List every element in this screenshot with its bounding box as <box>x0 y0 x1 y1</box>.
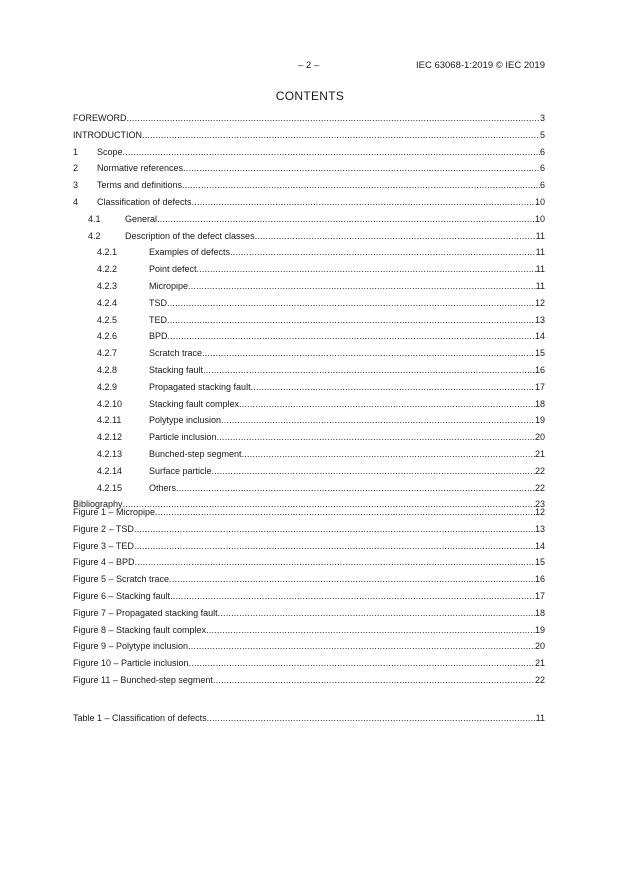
entry-title[interactable]: Figure 11 – Bunched-step segment <box>73 674 213 685</box>
entry-number: 4.2.10 <box>97 398 123 409</box>
entry-number: 4.2.2 <box>97 264 118 275</box>
dot-leader <box>239 399 535 409</box>
entry-page[interactable]: 23 <box>534 499 545 510</box>
entry-title[interactable]: Figure 8 – Stacking fault complex <box>73 624 207 635</box>
entry-page[interactable]: 6 <box>539 163 545 174</box>
dot-leader <box>155 507 535 517</box>
entry-title[interactable]: Figure 10 – Particle inclusion <box>73 658 189 669</box>
entry-title[interactable]: Others <box>149 482 177 493</box>
dot-leader <box>251 382 535 392</box>
entry-page[interactable]: 12 <box>534 507 545 517</box>
entry-page[interactable]: 22 <box>534 674 545 685</box>
entry-title[interactable]: TED <box>149 314 167 325</box>
entry-title[interactable]: Particle inclusion <box>149 432 217 443</box>
dot-leader <box>213 675 535 685</box>
dot-leader <box>207 713 536 723</box>
entry-page[interactable]: 22 <box>534 482 545 493</box>
entry-title[interactable]: Scratch trace <box>149 348 203 359</box>
entry-page[interactable]: 11 <box>535 247 545 258</box>
dot-leader <box>218 608 535 618</box>
toc-entry[interactable] <box>73 315 545 332</box>
dot-leader <box>182 180 540 190</box>
list-of-figures <box>73 507 545 692</box>
entry-page[interactable]: 12 <box>534 297 545 308</box>
entry-title[interactable]: Micropipe <box>149 280 189 291</box>
dot-leader <box>142 130 540 140</box>
dot-leader <box>183 163 540 173</box>
dot-leader <box>176 483 535 493</box>
table-of-contents <box>73 113 545 516</box>
dot-leader <box>212 466 535 476</box>
entry-title[interactable]: Surface particle <box>149 465 212 476</box>
toc-entry[interactable] <box>73 147 545 164</box>
entry-number: 4.2.8 <box>97 364 118 375</box>
entry-title[interactable]: Description of the defect classes <box>125 230 255 241</box>
dot-leader <box>188 281 536 291</box>
toc-entry[interactable] <box>73 658 545 675</box>
toc-entry[interactable] <box>73 298 545 315</box>
entry-page[interactable]: 6 <box>539 180 545 191</box>
entry-title[interactable]: Stacking fault complex <box>149 398 240 409</box>
toc-entry[interactable] <box>73 641 545 658</box>
toc-entry[interactable] <box>73 281 545 298</box>
entry-number: 4.2.3 <box>97 280 118 291</box>
entry-title[interactable]: Figure 3 – TED <box>73 540 134 551</box>
dot-leader <box>197 264 536 274</box>
toc-entry[interactable] <box>73 180 545 197</box>
dot-leader <box>255 231 536 241</box>
entry-page[interactable]: 18 <box>534 398 545 409</box>
toc-entry[interactable] <box>73 113 545 130</box>
entry-title[interactable]: Figure 6 – Stacking fault <box>73 590 171 601</box>
entry-title[interactable]: Bunched-step segment <box>149 448 242 459</box>
entry-number: 3 <box>73 180 79 191</box>
entry-number: 4.2.5 <box>97 314 118 325</box>
entry-title[interactable]: Figure 2 – TSD <box>73 523 134 534</box>
toc-entry[interactable] <box>73 557 545 574</box>
entry-title[interactable]: Point defect <box>149 264 197 275</box>
dot-leader <box>168 331 535 341</box>
entry-number: 1 <box>73 146 79 157</box>
toc-entry[interactable] <box>73 247 545 264</box>
page-number: – 2 – <box>298 60 320 71</box>
dot-leader <box>167 298 535 308</box>
dot-leader <box>217 432 535 442</box>
entry-title[interactable]: Figure 4 – BPD <box>73 557 135 568</box>
entry-number: 4.2.11 <box>97 415 122 426</box>
entry-number: 4 <box>73 196 79 207</box>
entry-title[interactable]: Figure 7 – Propagated stacking fault <box>73 607 218 618</box>
entry-number: 4.2 <box>88 230 101 241</box>
entry-page[interactable]: 11 <box>535 280 545 291</box>
dot-leader <box>127 113 540 123</box>
entry-page[interactable]: 17 <box>534 590 545 601</box>
entry-number: 4.2.9 <box>97 381 118 392</box>
entry-title[interactable]: Figure 5 – Scratch trace <box>73 574 170 585</box>
dot-leader <box>192 197 535 207</box>
entry-number: 4.2.13 <box>97 448 123 459</box>
toc-entry[interactable] <box>73 432 545 449</box>
entry-page[interactable]: 14 <box>534 540 545 551</box>
dot-leader <box>230 247 536 257</box>
entry-title[interactable]: Propagated stacking fault <box>149 381 251 392</box>
toc-entry[interactable] <box>73 365 545 382</box>
entry-title[interactable]: Figure 9 – Polytype inclusion <box>73 641 189 652</box>
toc-entry[interactable] <box>73 348 545 365</box>
entry-page[interactable]: 13 <box>534 314 545 325</box>
entry-page[interactable]: 10 <box>534 213 545 224</box>
toc-entry[interactable] <box>73 713 545 730</box>
entry-page[interactable]: 11 <box>535 713 545 723</box>
toc-entry[interactable] <box>73 524 545 541</box>
entry-page[interactable]: 11 <box>535 264 545 275</box>
entry-page[interactable]: 18 <box>534 607 545 618</box>
entry-number: 4.2.7 <box>97 348 118 359</box>
toc-entry[interactable] <box>73 675 545 692</box>
entry-title[interactable]: Normative references <box>97 163 184 174</box>
standard-identifier: IEC 63068-1:2019 © IEC 2019 <box>415 60 545 71</box>
dot-leader <box>202 348 535 358</box>
entry-page[interactable]: 21 <box>534 658 545 669</box>
entry-page[interactable]: 10 <box>534 196 545 207</box>
dot-leader <box>135 557 535 567</box>
toc-entry[interactable] <box>73 591 545 608</box>
dot-leader <box>188 641 535 651</box>
entry-number: 4.2.12 <box>97 432 123 443</box>
entry-title[interactable]: Bibliography <box>73 499 123 510</box>
entry-page[interactable]: 6 <box>539 146 545 157</box>
entry-page[interactable]: 21 <box>534 448 545 459</box>
dot-leader <box>134 541 535 551</box>
entry-page[interactable]: 22 <box>534 465 545 476</box>
toc-entry[interactable] <box>73 197 545 214</box>
entry-page[interactable]: 14 <box>534 331 545 342</box>
entry-page[interactable]: 3 <box>539 113 545 123</box>
entry-page[interactable]: 19 <box>534 624 545 635</box>
entry-title[interactable]: INTRODUCTION <box>73 129 142 140</box>
entry-title[interactable]: General <box>125 213 158 224</box>
page-title: CONTENTS <box>275 89 345 103</box>
entry-title[interactable]: Scope <box>97 146 123 157</box>
toc-entry[interactable] <box>73 507 545 524</box>
toc-entry[interactable] <box>73 163 545 180</box>
dot-leader <box>221 415 535 425</box>
entry-title[interactable]: Table 1 – Classification of defects <box>73 713 207 723</box>
toc-entry[interactable] <box>73 231 545 248</box>
toc-entry[interactable] <box>73 466 545 483</box>
entry-page[interactable]: 15 <box>534 348 545 359</box>
entry-number: 4.1 <box>88 213 101 224</box>
entry-number: 2 <box>73 163 79 174</box>
entry-title[interactable]: Polytype inclusion <box>149 415 222 426</box>
toc-entry[interactable] <box>73 415 545 432</box>
entry-title[interactable]: BPD <box>149 331 168 342</box>
dot-leader <box>123 147 540 157</box>
entry-number: 4.2.15 <box>97 482 123 493</box>
entry-number: 4.2.6 <box>97 331 118 342</box>
dot-leader <box>167 315 535 325</box>
toc-entry[interactable] <box>73 608 545 625</box>
entry-page[interactable]: 13 <box>534 523 545 534</box>
entry-title[interactable]: Figure 1 – Micropipe <box>73 507 156 517</box>
entry-page[interactable]: 20 <box>534 641 545 652</box>
entry-page[interactable]: 19 <box>534 415 545 426</box>
entry-page[interactable]: 16 <box>534 364 545 375</box>
dot-leader <box>134 524 535 534</box>
dot-leader <box>242 449 535 459</box>
toc-entry[interactable] <box>73 264 545 281</box>
entry-title[interactable]: Stacking fault <box>149 364 204 375</box>
entry-title[interactable]: Examples of defects <box>149 247 231 258</box>
entry-number: 4.2.14 <box>97 465 123 476</box>
toc-entry[interactable] <box>73 574 545 591</box>
list-of-tables <box>73 713 545 730</box>
dot-leader <box>169 574 535 584</box>
toc-entry[interactable] <box>73 399 545 416</box>
toc-entry[interactable] <box>73 331 545 348</box>
dot-leader <box>189 658 535 668</box>
dot-leader <box>206 625 535 635</box>
dot-leader <box>170 591 535 601</box>
entry-title[interactable]: FOREWORD <box>73 113 127 123</box>
entry-page[interactable]: 16 <box>534 574 545 585</box>
dot-leader <box>203 365 535 375</box>
toc-entry[interactable] <box>73 130 545 147</box>
toc-entry[interactable] <box>73 214 545 231</box>
entry-page[interactable]: 11 <box>535 230 545 241</box>
entry-page[interactable]: 15 <box>534 557 545 568</box>
entry-title[interactable]: Terms and definitions <box>97 180 183 191</box>
toc-entry[interactable] <box>73 483 545 500</box>
toc-entry[interactable] <box>73 625 545 642</box>
toc-entry[interactable] <box>73 382 545 399</box>
entry-page[interactable]: 5 <box>539 129 545 140</box>
toc-entry[interactable] <box>73 541 545 558</box>
entry-number: 4.2.1 <box>97 247 118 258</box>
entry-page[interactable]: 20 <box>534 432 545 443</box>
entry-page[interactable]: 17 <box>534 381 545 392</box>
toc-entry[interactable] <box>73 449 545 466</box>
entry-title[interactable]: Classification of defects <box>97 196 192 207</box>
entry-number: 4.2.4 <box>97 297 118 308</box>
entry-title[interactable]: TSD <box>149 297 167 308</box>
dot-leader <box>157 214 535 224</box>
